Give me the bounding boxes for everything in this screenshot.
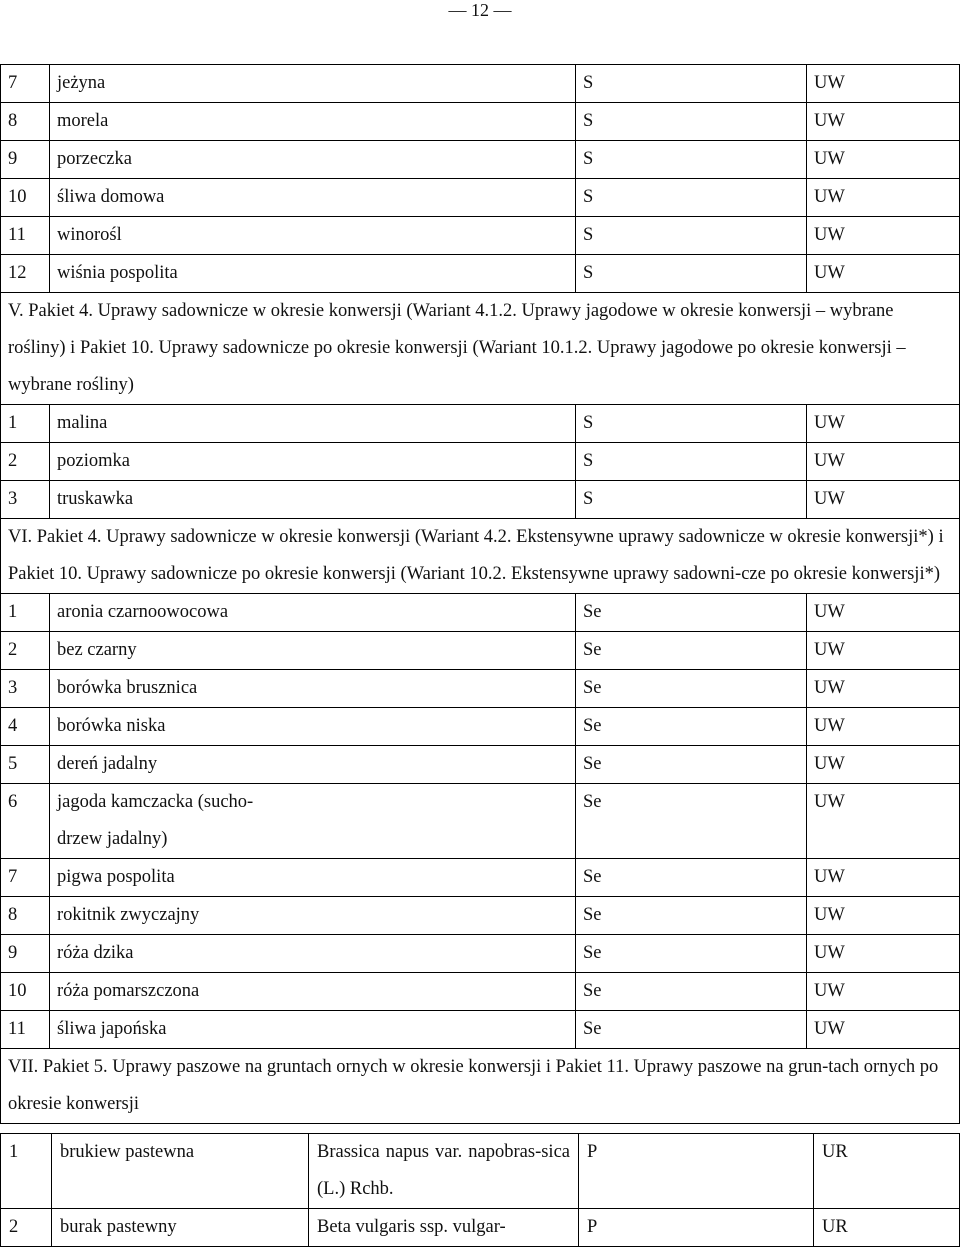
row-number: 2	[1, 632, 50, 670]
crop-type: UW	[807, 217, 960, 255]
group-code: S	[576, 255, 807, 293]
plant-name: róża pomarszczona	[50, 973, 576, 1011]
plant-name: śliwa japońska	[50, 1011, 576, 1049]
latin-name: Brassica napus var. napobras-sica (L.) Rchb.	[309, 1134, 579, 1209]
table-row	[1, 973, 960, 1011]
plant-name: poziomka	[50, 443, 576, 481]
row-number: 1	[1, 594, 50, 632]
group-code: Se	[576, 708, 807, 746]
row-number: 3	[1, 481, 50, 519]
crop-type: UW	[807, 481, 960, 519]
table-row	[1, 255, 960, 293]
row-number: 10	[1, 179, 50, 217]
table-row	[1, 405, 960, 443]
table-row	[1, 141, 960, 179]
row-number: 12	[1, 255, 50, 293]
crop-type: UW	[807, 255, 960, 293]
plant-name: jeżyna	[50, 65, 576, 103]
crop-type: UW	[807, 141, 960, 179]
group-code: P	[579, 1209, 814, 1247]
group-code: P	[579, 1134, 814, 1209]
group-code: S	[576, 103, 807, 141]
crop-type: UW	[807, 179, 960, 217]
plant-name: dereń jadalny	[50, 746, 576, 784]
plant-name	[50, 784, 576, 859]
crop-type: UW	[807, 405, 960, 443]
group-code: Se	[576, 632, 807, 670]
crop-type: UW	[807, 103, 960, 141]
row-number: 1	[1, 405, 50, 443]
table-row	[1, 708, 960, 746]
crop-type: UW	[807, 65, 960, 103]
table-row	[1, 65, 960, 103]
group-code: Se	[576, 594, 807, 632]
crop-type: UW	[807, 443, 960, 481]
table-row	[1, 1209, 960, 1247]
section-heading-v: V. Pakiet 4. Uprawy sadownicze w okresie konwersji (Wariant 4.1.2. Uprawy jagodowe w okresie konwersji – wybrane rośliny) i Pakiet 10. Uprawy sadownicze po okresie konwersji (Wariant 10.1.2. Uprawy jagodowe po okresie konwersji – wybrane rośliny)	[1, 293, 960, 405]
page-number: — 12 —	[448, 0, 512, 20]
plant-name: borówka niska	[50, 708, 576, 746]
row-number: 1	[1, 1134, 52, 1209]
group-code: S	[576, 443, 807, 481]
row-number: 9	[1, 141, 50, 179]
crop-type: UW	[807, 897, 960, 935]
table-row	[1, 897, 960, 935]
group-code: S	[576, 405, 807, 443]
group-code: Se	[576, 746, 807, 784]
crop-type: UW	[807, 670, 960, 708]
crop-type: UW	[807, 708, 960, 746]
crop-type: UW	[807, 784, 960, 859]
row-number: 7	[1, 65, 50, 103]
row-number: 3	[1, 670, 50, 708]
table-row	[1, 443, 960, 481]
crop-type: UR	[814, 1134, 960, 1209]
table-row	[1, 179, 960, 217]
table-row	[1, 481, 960, 519]
row-number: 2	[1, 443, 50, 481]
crop-type: UW	[807, 746, 960, 784]
row-number: 6	[1, 784, 50, 859]
plant-name-line1: jagoda kamczacka (sucho-	[57, 792, 254, 812]
group-code: S	[576, 141, 807, 179]
table-row	[1, 1134, 960, 1209]
plant-table	[0, 64, 960, 1124]
crop-type: UW	[807, 973, 960, 1011]
row-number: 9	[1, 935, 50, 973]
row-number: 7	[1, 859, 50, 897]
table-row	[1, 859, 960, 897]
plant-name: wiśnia pospolita	[50, 255, 576, 293]
section-heading-vi: VI. Pakiet 4. Uprawy sadownicze w okresie konwersji (Wariant 4.2. Ekstensywne uprawy sadownicze w okresie konwersji*) i Pakiet 10. Uprawy sadownicze po okresie konwersji (Wariant 10.2. Ekstensywne uprawy sadowni-cze po okresie konwersji*)	[1, 519, 960, 594]
row-number: 8	[1, 103, 50, 141]
plant-name: śliwa domowa	[50, 179, 576, 217]
plant-name: truskawka	[50, 481, 576, 519]
group-code: S	[576, 65, 807, 103]
group-code: Se	[576, 897, 807, 935]
section-heading-vii: VII. Pakiet 5. Uprawy paszowe na gruntach ornych w okresie konwersji i Pakiet 11. Uprawy paszowe na grun-tach ornych po okresie konwersji	[1, 1049, 960, 1124]
plant-name: róża dzika	[50, 935, 576, 973]
group-code: Se	[576, 859, 807, 897]
group-code: Se	[576, 784, 807, 859]
row-number: 10	[1, 973, 50, 1011]
crop-type: UW	[807, 859, 960, 897]
crop-type: UW	[807, 1011, 960, 1049]
table-row	[1, 935, 960, 973]
table-row	[1, 632, 960, 670]
row-number: 4	[1, 708, 50, 746]
plant-name: pigwa pospolita	[50, 859, 576, 897]
plant-name: burak pastewny	[52, 1209, 309, 1247]
crop-type: UW	[807, 935, 960, 973]
latin-name: Beta vulgaris ssp. vulgar-	[309, 1209, 579, 1247]
row-number: 11	[1, 217, 50, 255]
table-row	[1, 670, 960, 708]
row-number: 8	[1, 897, 50, 935]
plant-name: porzeczka	[50, 141, 576, 179]
group-code: S	[576, 481, 807, 519]
table-row	[1, 103, 960, 141]
group-code: Se	[576, 935, 807, 973]
row-number: 2	[1, 1209, 52, 1247]
table-row	[1, 784, 960, 859]
group-code: Se	[576, 670, 807, 708]
plant-name: winorośl	[50, 217, 576, 255]
table-row	[1, 217, 960, 255]
plant-name: borówka brusznica	[50, 670, 576, 708]
crop-type: UW	[807, 632, 960, 670]
table-row	[1, 1011, 960, 1049]
row-number: 5	[1, 746, 50, 784]
row-number: 11	[1, 1011, 50, 1049]
crop-type: UW	[807, 594, 960, 632]
plant-name: malina	[50, 405, 576, 443]
section-heading-row	[1, 1049, 960, 1124]
plant-name-line2: drzew jadalny)	[57, 829, 168, 849]
fodder-table	[0, 1133, 960, 1247]
table-row	[1, 594, 960, 632]
plant-name: aronia czarnoowocowa	[50, 594, 576, 632]
group-code: S	[576, 179, 807, 217]
plant-name: morela	[50, 103, 576, 141]
plant-name: rokitnik zwyczajny	[50, 897, 576, 935]
plant-name: brukiew pastewna	[52, 1134, 309, 1209]
group-code: Se	[576, 973, 807, 1011]
group-code: Se	[576, 1011, 807, 1049]
group-code: S	[576, 217, 807, 255]
section-heading-row	[1, 519, 960, 594]
section-heading-row	[1, 293, 960, 405]
crop-type: UR	[814, 1209, 960, 1247]
table-row	[1, 746, 960, 784]
plant-name: bez czarny	[50, 632, 576, 670]
